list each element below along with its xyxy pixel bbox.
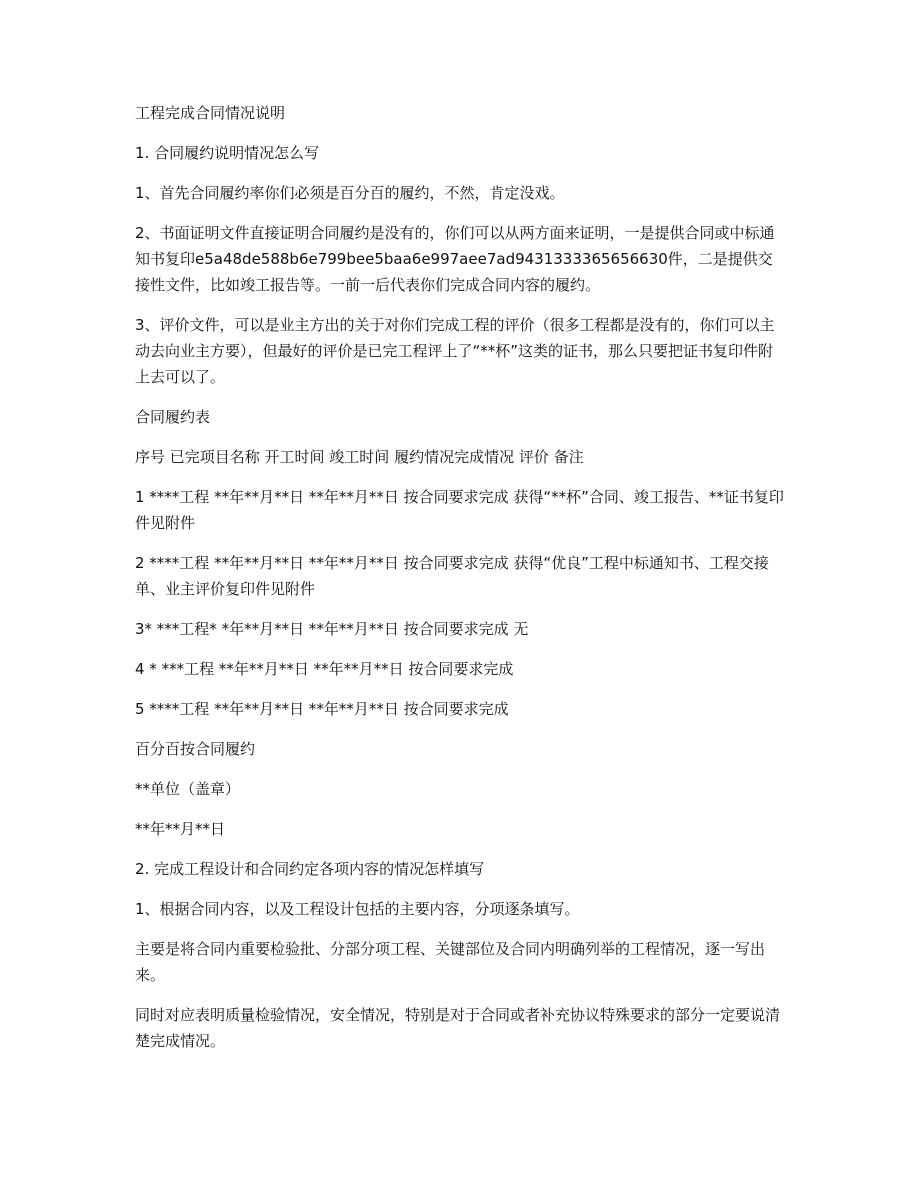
table-row: 1 ****工程 **年**月**日 **年**月**日 按合同要求完成 获得“**杯”合同、竣工报告、**证书复印件见附件 xyxy=(135,488,784,532)
compliance-statement: 百分百按合同履约 xyxy=(135,740,256,758)
table-row: 2 ****工程 **年**月**日 **年**月**日 按合同要求完成 获得“优良”工程中标通知书、工程交接单、业主评价复印件见附件 xyxy=(135,554,769,598)
paragraph-2: 2、书面证明文件直接证明合同履约是没有的，你们可以从两方面来证明，一是提供合同或中标通知书复印e5a48de588b6e799bee5baa6e997aee7ad9431333365656630件，二是提供交接性文件，比如竣工报告等。一前一后代表你们完成合同内容的履约。 xyxy=(135,224,775,294)
document-page xyxy=(135,100,785,1054)
table-row: 5 ****工程 **年**月**日 **年**月**日 按合同要求完成 xyxy=(135,700,509,718)
section1-heading: 1. 合同履约说明情况怎么写 xyxy=(135,144,320,162)
paragraph-6: 同时对应表明质量检验情况，安全情况，特别是对于合同或者补充协议特殊要求的部分一定要说清楚完成情况。 xyxy=(135,1006,781,1050)
table-row: 4 * ***工程 **年**月**日 **年**月**日 按合同要求完成 xyxy=(135,660,514,678)
table-header: 序号 已完项目名称 开工时间 竣工时间 履约情况完成情况 评价 备注 xyxy=(135,448,584,466)
signature-date: **年**月**日 xyxy=(135,820,226,838)
unit-seal: **单位（盖章） xyxy=(135,780,241,798)
paragraph-4: 1、根据合同内容，以及工程设计包括的主要内容，分项逐条填写。 xyxy=(135,900,580,918)
table-row: 3* ***工程* *年**月**日 **年**月**日 按合同要求完成 无 xyxy=(135,620,529,638)
paragraph-1: 1、首先合同履约率你们必须是百分百的履约，不然，肯定没戏。 xyxy=(135,184,565,202)
table-title: 合同履约表 xyxy=(135,408,211,426)
section2-heading: 2. 完成工程设计和合同约定各项内容的情况怎样填写 xyxy=(135,860,485,878)
paragraph-5: 主要是将合同内重要检验批、分部分项工程、关键部位及合同内明确列举的工程情况，逐一写出来。 xyxy=(135,940,766,984)
document-title: 工程完成合同情况说明 xyxy=(135,104,286,122)
paragraph-3: 3、评价文件，可以是业主方出的关于对你们完成工程的评价（很多工程都是没有的，你们可以主动去向业主方要），但最好的评价是已完工程评上了“**杯”这类的证书，那么只要把证书复印件附上去可以了。 xyxy=(135,316,775,386)
